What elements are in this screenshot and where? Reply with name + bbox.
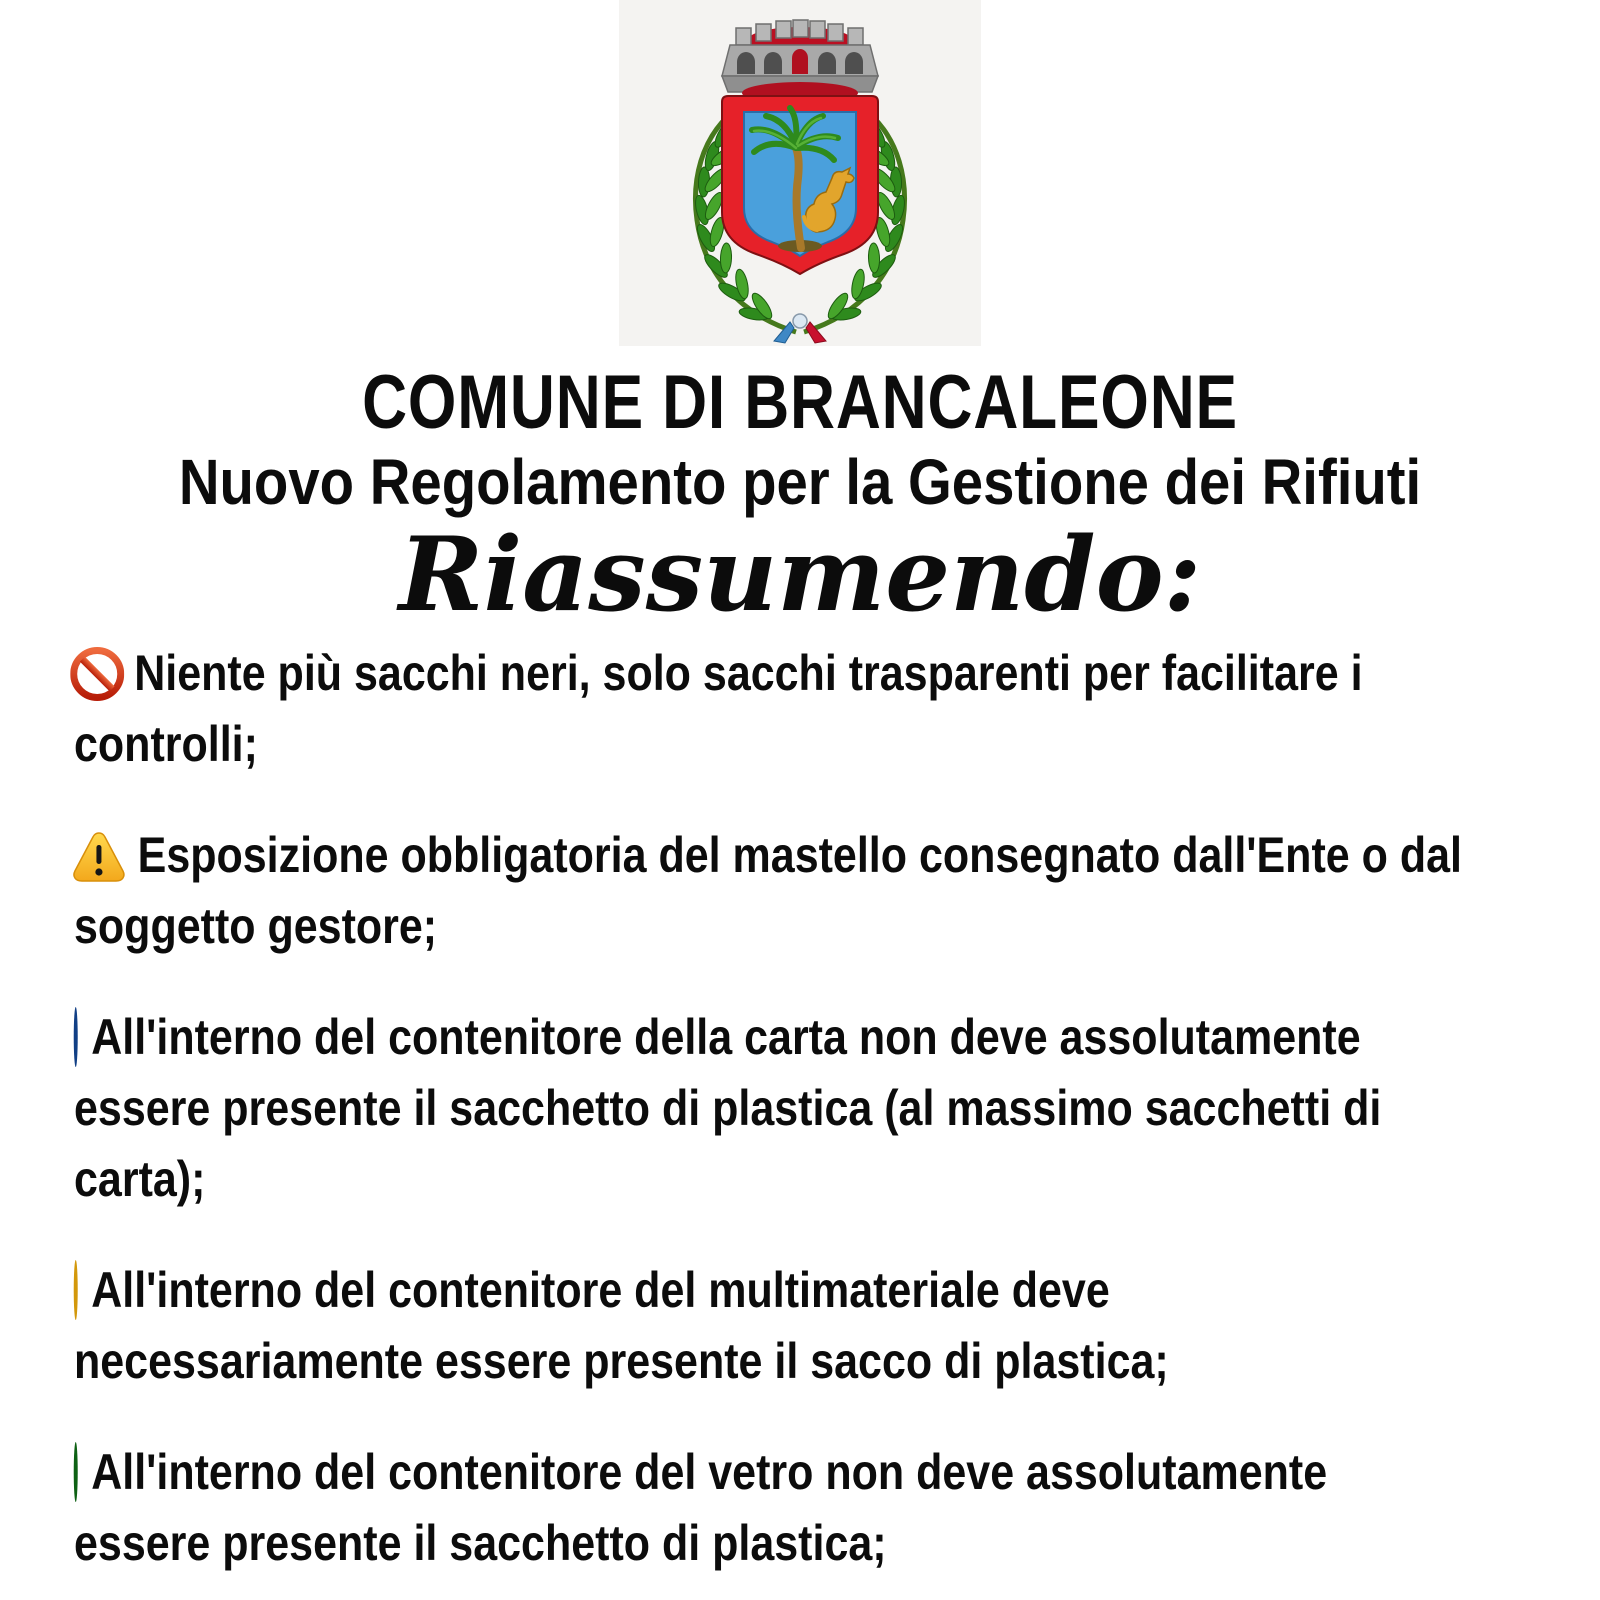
rule-paper-container (74, 1002, 1526, 1215)
rule-text-line: All'interno del contenitore del multimateriale deve (91, 1262, 1110, 1318)
rule-text-line: Esposizione obbligatoria del mastello consegnato dall'Ente o dal (137, 827, 1462, 883)
rule-no-black-bags (74, 638, 1526, 780)
page-title: COMUNE DI BRANCALEONE (362, 360, 1238, 445)
rule-text-line: carta); (74, 1151, 206, 1207)
rule-glass-container (74, 1437, 1526, 1579)
rule-multimaterial-container (74, 1255, 1526, 1397)
rule-text-line: All'interno del contenitore della carta non deve assolutamente (91, 1009, 1361, 1065)
warning-icon (70, 829, 128, 883)
tagline-script: Riassumendo: (398, 515, 1202, 635)
rule-text-line: All'interno del contenitore del vetro non deve assolutamente (91, 1444, 1328, 1500)
yellow-circle-icon (74, 1255, 78, 1326)
blue-circle-icon (74, 1002, 78, 1073)
rules-list (0, 638, 1600, 1579)
rule-text-line: soggetto gestore; (74, 898, 438, 954)
shield (722, 96, 878, 274)
rule-text-line: controlli; (74, 716, 258, 772)
prohibited-icon (70, 647, 124, 701)
page-subtitle: Nuovo Regolamento per la Gestione dei Rifiuti (178, 446, 1422, 518)
green-circle-icon (74, 1437, 78, 1508)
rule-text-line: necessariamente essere presente il sacco di plastica; (74, 1333, 1169, 1389)
mural-crown (722, 20, 878, 104)
coat-of-arms-image (619, 0, 981, 346)
rule-bin-exposure (74, 820, 1526, 962)
rule-text-line: essere presente il sacchetto di plastica (al massimo sacchetti di (74, 1080, 1382, 1136)
rule-text-line: essere presente il sacchetto di plastica; (74, 1515, 887, 1571)
rule-text-line: Niente più sacchi neri, solo sacchi trasparenti per facilitare i (134, 645, 1363, 701)
coat-of-arms-graphic (620, 0, 980, 346)
